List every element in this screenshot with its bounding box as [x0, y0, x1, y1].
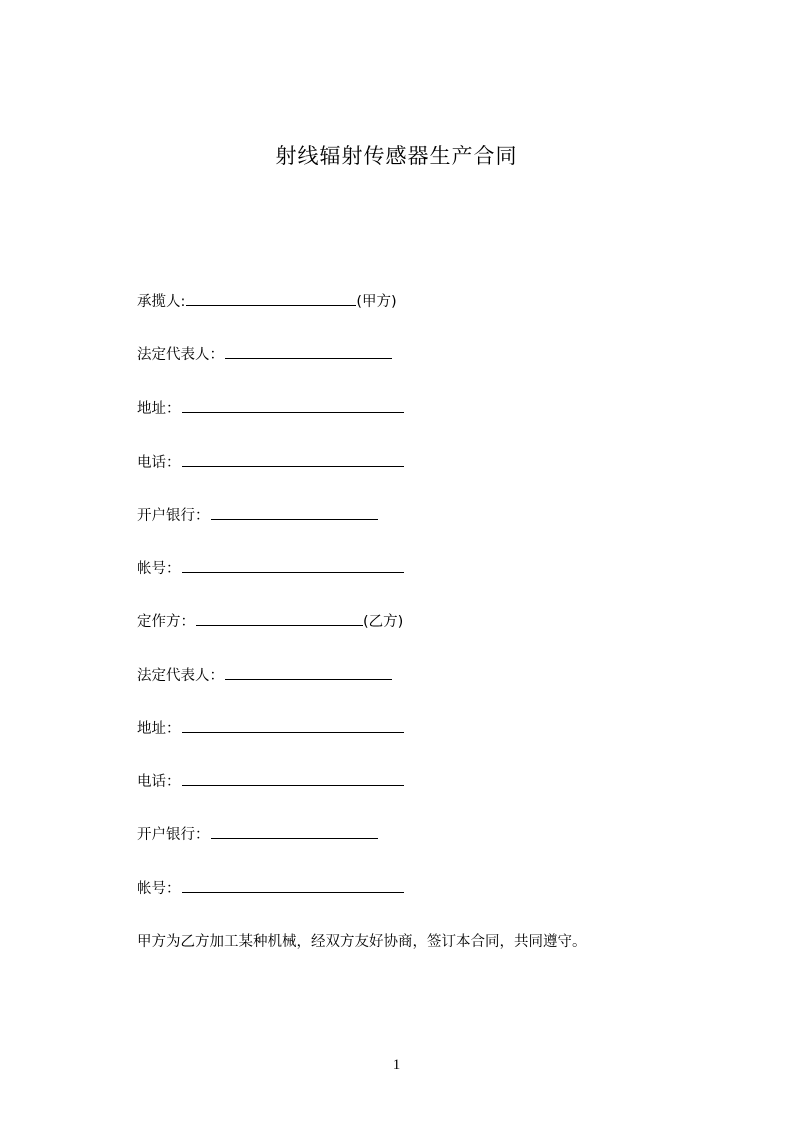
party-a-bank-label: 开户银行： [137, 508, 210, 524]
orderer-suffix: (乙方) [363, 614, 404, 630]
document-title: 射线辐射传感器生产合同 [275, 144, 518, 168]
party-b-account-field [137, 878, 404, 899]
party-a-legal-rep-field [137, 344, 392, 365]
party-b-bank-field [137, 824, 378, 845]
page-number: 1 [392, 1057, 401, 1073]
party-a-legal-rep-blank[interactable] [225, 344, 392, 359]
party-b-bank-blank[interactable] [211, 824, 378, 839]
party-b-bank-label: 开户银行： [137, 827, 210, 843]
party-b-legal-rep-label: 法定代表人： [137, 668, 224, 684]
party-a-phone-field [137, 452, 404, 473]
party-a-phone-blank[interactable] [182, 452, 404, 467]
party-a-account-label: 帐号： [137, 561, 181, 577]
party-a-account-blank[interactable] [182, 558, 404, 573]
contractor-suffix: (甲方) [356, 294, 397, 310]
party-a-address-label: 地址： [137, 401, 181, 417]
party-b-account-label: 帐号： [137, 881, 181, 897]
party-a-bank-blank[interactable] [211, 505, 378, 520]
orderer-field [137, 611, 403, 632]
contractor-field [137, 291, 397, 312]
party-b-account-blank[interactable] [182, 878, 404, 893]
party-a-legal-rep-label: 法定代表人： [137, 347, 224, 363]
contractor-blank[interactable] [186, 291, 356, 306]
party-b-address-field [137, 718, 404, 739]
contractor-label: 承揽人: [137, 294, 186, 310]
party-b-legal-rep-blank[interactable] [225, 665, 392, 680]
party-b-legal-rep-field [137, 665, 392, 686]
party-a-bank-field [137, 505, 378, 526]
party-b-address-blank[interactable] [182, 718, 404, 733]
orderer-label: 定作方： [137, 614, 195, 630]
party-b-phone-label: 电话： [137, 774, 181, 790]
party-a-account-field [137, 558, 404, 579]
party-a-address-blank[interactable] [182, 398, 404, 413]
party-b-phone-blank[interactable] [182, 771, 404, 786]
party-b-phone-field [137, 771, 404, 792]
agreement-paragraph: 甲方为乙方加工某种机械，经双方友好协商，签订本合同，共同遵守。 [137, 934, 587, 950]
party-b-address-label: 地址： [137, 721, 181, 737]
orderer-blank[interactable] [196, 611, 363, 626]
party-a-phone-label: 电话： [137, 455, 181, 471]
party-a-address-field [137, 398, 404, 419]
